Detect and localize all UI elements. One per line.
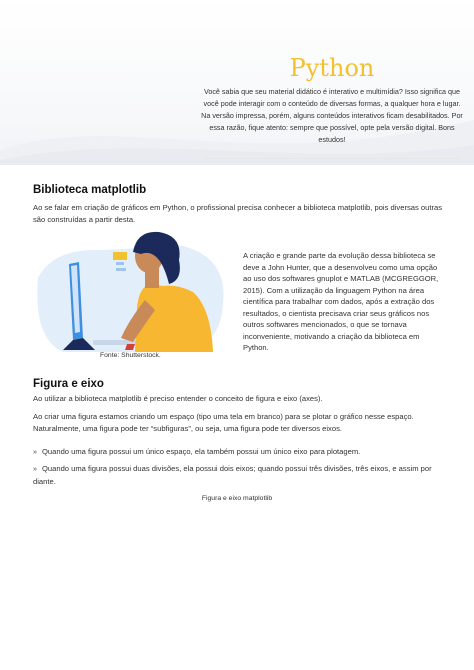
divider — [205, 158, 460, 159]
image-caption: Fonte: Shutterstock. — [100, 352, 161, 359]
list-item — [33, 446, 443, 459]
illustration-woman-computer — [33, 228, 233, 356]
section-paragraph-2: Ao criar uma figura estamos criando um espaço (tipo uma tela em branco) para se plotar o gráfico nesse espaço. Naturalmente, uma figura pode ter “subfiguras”, ou seja, uma figura pode ter diversos eixos. — [33, 412, 414, 433]
page-title: Python — [289, 54, 375, 82]
section-paragraph-1: Ao utilizar a biblioteca matplotlib é preciso entender o conceito de figura e eixo (axes). — [33, 394, 323, 403]
section-paragraph: Ao se falar em criação de gráficos em Python, o profissional precisa conhecer a biblioteca matplotlib, pois diversas outras são construídas a partir desta. — [33, 203, 443, 224]
list-item-text: Quando uma figura possui duas divisões, ela possui dois eixos; quando possui três divisões, três eixos, e assim por diante. — [33, 464, 432, 486]
section-heading-matplotlib: Biblioteca matplotlib — [33, 184, 147, 196]
chevron-right-icon: » — [33, 449, 37, 456]
chevron-right-icon: » — [33, 466, 37, 473]
section-heading-figura-eixo: Figura e eixo — [33, 378, 104, 390]
figure-caption: Figura e eixo matplotlib — [201, 495, 273, 502]
side-paragraph: A criação e grande parte da evolução dessa biblioteca se deve a John Hunter, que a desenvolveu como uma opção ao uso dos softwares gnuplot e MATLAB (MCGREGGOR, 2015). Com a utilização da linguagem Python na área científica para trabalhar com dados, após a extração dos resultados, o cientista precisava criar seus gráficos nos outros softwares mencionados, o que se tornava inconveniente, motivando a criação da biblioteca em Python. — [243, 251, 439, 352]
list-item — [33, 463, 443, 487]
intro-text: Você sabia que seu material didático é interativo e multimídia? Isso significa que você pode interagir com o conteúdo de diversas formas, a qualquer hora e lugar. Na versão impressa, porém, alguns conteúdos interativos ficam desabilitados. Por essa razão, fique atento: sempre que possível, opte pela versão digital. Bons estudos! — [201, 87, 463, 144]
list-item-text: Quando uma figura possui um único espaço, ela também possui um único eixo para plotagem. — [42, 447, 361, 456]
